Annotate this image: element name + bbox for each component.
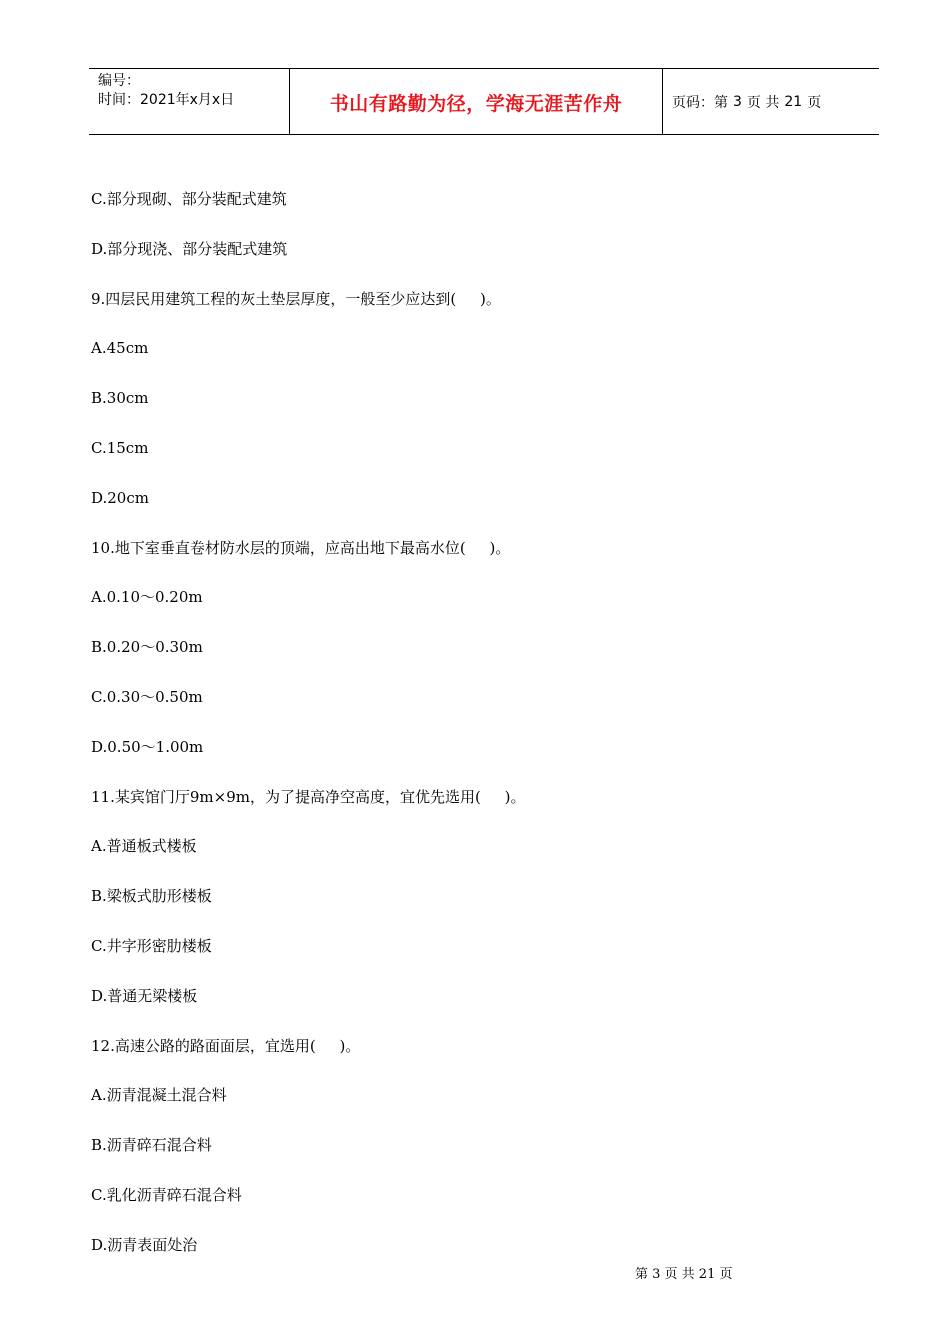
page-mid: 页 共 xyxy=(746,94,780,111)
motto-text: 书山有路勤为径，学海无涯苦作舟 xyxy=(329,93,623,115)
text-line: D.沥青表面处治 xyxy=(91,1235,198,1254)
header-motto-cell xyxy=(290,69,663,134)
text-line: C.乳化沥青碎石混合料 xyxy=(91,1185,242,1204)
question-body xyxy=(91,188,871,1284)
page-total: 21 xyxy=(784,93,803,110)
header-meta-cell xyxy=(89,69,290,134)
text-line: B.0.20～0.30m xyxy=(91,638,203,657)
text-line: 10.地下室垂直卷材防水层的顶端，应高出地下最高水位( )。 xyxy=(91,538,511,557)
text-line: A.45cm xyxy=(91,339,149,358)
text-line: 11.某宾馆门厅9m×9m，为了提高净空高度，宜优先选用( )。 xyxy=(91,787,526,806)
text-line: C.0.30～0.50m xyxy=(91,687,203,706)
text-line: D.20cm xyxy=(91,488,149,507)
text-line: D.0.50～1.00m xyxy=(91,737,204,756)
text-line: D.普通无梁楼板 xyxy=(91,986,198,1005)
page-current: 3 xyxy=(733,93,742,110)
text-line: B.梁板式肋形楼板 xyxy=(91,887,212,906)
text-line: C.15cm xyxy=(91,438,149,457)
text-line: 12.高速公路的路面面层，宜选用( )。 xyxy=(91,1036,361,1055)
page-header xyxy=(89,68,879,135)
text-line: A.0.10～0.20m xyxy=(91,588,203,607)
text-line: 9.四层民用建筑工程的灰土垫层厚度，一般至少应达到( )。 xyxy=(91,289,501,308)
text-line: B.沥青碎石混合料 xyxy=(91,1136,212,1155)
page-footer: 第 3 页 共 21 页 xyxy=(635,1267,733,1282)
serial-label: 编号： xyxy=(98,73,140,89)
text-line: D.部分现浇、部分装配式建筑 xyxy=(91,239,288,258)
text-line: A.普通板式楼板 xyxy=(91,837,197,856)
text-line: C.部分现砌、部分装配式建筑 xyxy=(91,190,287,208)
text-line: C.井字形密肋楼板 xyxy=(91,936,212,955)
page-label: 页码：第 xyxy=(672,94,728,111)
text-line: B.30cm xyxy=(91,389,149,408)
page-suffix: 页 xyxy=(807,94,822,111)
header-page-cell xyxy=(663,69,879,134)
time-label: 时间：2021年x月x日 xyxy=(98,92,235,108)
text-line: A.沥青混凝土混合料 xyxy=(91,1086,227,1105)
